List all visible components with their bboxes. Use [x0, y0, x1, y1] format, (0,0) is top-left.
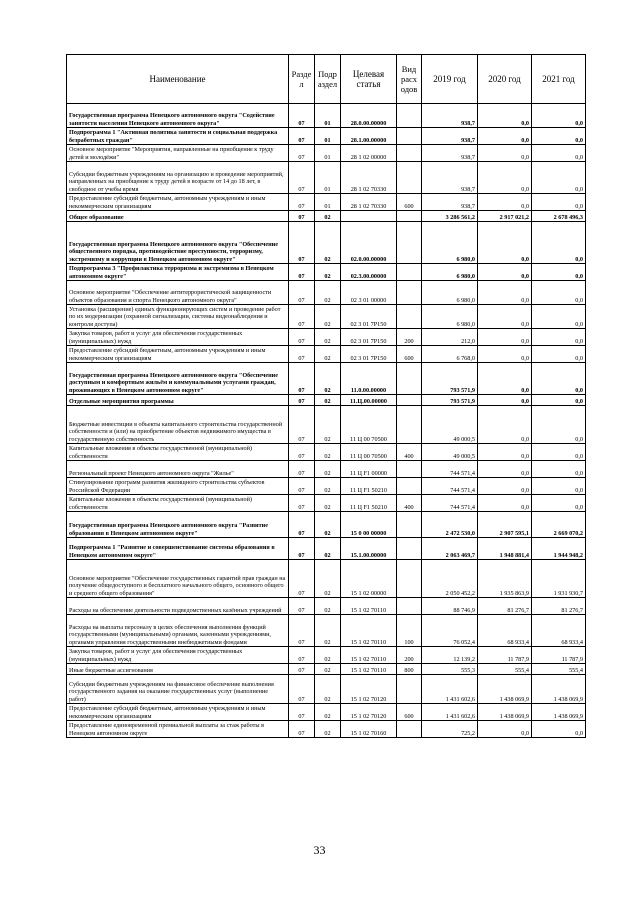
table-row [67, 162, 586, 194]
row-value-2019: 1 431 602,6 [422, 675, 478, 704]
table-row [67, 478, 586, 495]
row-value-2021: 0,0 [532, 264, 586, 281]
row-value-2019: 76 052,4 [422, 615, 478, 647]
row-value-2021: 0,0 [532, 128, 586, 145]
row-target-article: 15 1 02 70110 [341, 664, 397, 675]
table-row [67, 721, 586, 738]
row-podrazdel: 02 [315, 363, 341, 395]
row-value-2021: 0,0 [532, 281, 586, 305]
row-razdel: 07 [289, 598, 315, 615]
row-value-2021: 81 276,7 [532, 598, 586, 615]
row-podrazdel: 02 [315, 395, 341, 406]
row-expense-type [397, 478, 422, 495]
row-razdel: 07 [289, 615, 315, 647]
row-podrazdel: 02 [315, 560, 341, 598]
row-podrazdel: 02 [315, 647, 341, 664]
row-value-2020: 0,0 [478, 222, 532, 264]
table-header-row [67, 55, 586, 104]
row-value-2019: 938,7 [422, 162, 478, 194]
row-target-article: 02 3 01 7P150 [341, 305, 397, 329]
row-value-2019: 6 980,0 [422, 281, 478, 305]
row-value-2020: 0,0 [478, 395, 532, 406]
row-value-2021: 0,0 [532, 363, 586, 395]
row-podrazdel: 02 [315, 211, 341, 222]
table-row [67, 704, 586, 721]
row-value-2019: 938,7 [422, 104, 478, 128]
row-name: Государственная программа Ненецкого автономного округа "Обеспечение доступным и комфортным жильём и коммунальными услугами граждан, проживающих в Ненецком автономном округе" [67, 363, 289, 395]
row-value-2020: 0,0 [478, 346, 532, 363]
row-value-2020: 1 438 069,9 [478, 704, 532, 721]
row-name: Капитальные вложения в объекты государственной (муниципальной) собственности [67, 444, 289, 461]
row-podrazdel: 02 [315, 222, 341, 264]
row-value-2020: 81 276,7 [478, 598, 532, 615]
row-target-article: 02 3 01 7P150 [341, 329, 397, 346]
table-row [67, 675, 586, 704]
row-podrazdel: 02 [315, 615, 341, 647]
table-row [67, 664, 586, 675]
row-target-article: 02 3 01 00000 [341, 281, 397, 305]
row-target-article: 28 1 02 00000 [341, 145, 397, 162]
row-razdel: 07 [289, 281, 315, 305]
row-value-2019: 212,0 [422, 329, 478, 346]
table-row [67, 281, 586, 305]
row-razdel: 07 [289, 647, 315, 664]
row-expense-type [397, 675, 422, 704]
row-expense-type [397, 305, 422, 329]
row-value-2019: 2 472 530,0 [422, 512, 478, 538]
row-expense-type [397, 363, 422, 395]
row-value-2021: 0,0 [532, 478, 586, 495]
row-name: Государственная программа Ненецкого автономного округа "Обеспечение общественного порядка, противодействие преступности, терроризму, экстремизму и коррупции в Ненецком автономном округе" [67, 222, 289, 264]
row-expense-type: 600 [397, 194, 422, 211]
row-razdel: 07 [289, 329, 315, 346]
row-value-2020: 68 933,4 [478, 615, 532, 647]
table-row [67, 406, 586, 444]
row-name: Закупка товаров, работ и услуг для обеспечения государственных (муниципальных) нужд [67, 647, 289, 664]
row-expense-type [397, 512, 422, 538]
row-name: Предоставление субсидий бюджетным, автономным учреждениям и иным некоммерческим организациям [67, 704, 289, 721]
row-podrazdel: 02 [315, 461, 341, 478]
row-name: Капитальные вложения в объекты государственной (муниципальной) собственности [67, 495, 289, 512]
row-name: Субсидии бюджетным учреждениям на организацию и проведение мероприятий, направленных на приобщение к труду детей в возрасте от 14 до 18 лет, в свободное от учебы время [67, 162, 289, 194]
row-expense-type [397, 395, 422, 406]
row-target-article: 11 Ц F1 00000 [341, 461, 397, 478]
row-expense-type [397, 281, 422, 305]
row-expense-type [397, 721, 422, 738]
row-value-2020: 0,0 [478, 281, 532, 305]
row-name: Иные бюджетные ассигнования [67, 664, 289, 675]
row-podrazdel: 01 [315, 128, 341, 145]
row-razdel: 07 [289, 704, 315, 721]
row-podrazdel: 02 [315, 281, 341, 305]
row-value-2021: 0,0 [532, 194, 586, 211]
row-target-article: 11.0.00.00000 [341, 363, 397, 395]
row-value-2019: 3 286 561,2 [422, 211, 478, 222]
table-row [67, 512, 586, 538]
row-expense-type: 200 [397, 329, 422, 346]
row-expense-type [397, 598, 422, 615]
table-row [67, 222, 586, 264]
row-target-article: 15 1 02 70110 [341, 647, 397, 664]
row-value-2021: 2 669 070,2 [532, 512, 586, 538]
row-name: Государственная программа Ненецкого автономного округа "Содействие занятости населения Ненецкого автономного округа" [67, 104, 289, 128]
row-podrazdel: 02 [315, 264, 341, 281]
row-expense-type: 200 [397, 647, 422, 664]
table-row [67, 495, 586, 512]
row-razdel: 07 [289, 305, 315, 329]
row-razdel: 07 [289, 406, 315, 444]
table-row [67, 145, 586, 162]
row-value-2019: 88 746,9 [422, 598, 478, 615]
row-value-2021: 0,0 [532, 406, 586, 444]
row-razdel: 07 [289, 222, 315, 264]
table-row [67, 647, 586, 664]
row-name: Расходы на выплаты персоналу в целях обеспечения выполнения функций государственными (муниципальными) органами, казенными учреждениями, органами управления государственными внебюджетными фондами [67, 615, 289, 647]
row-target-article: 11 Ц F1 50210 [341, 495, 397, 512]
row-razdel: 07 [289, 495, 315, 512]
table-row [67, 395, 586, 406]
row-value-2020: 0,0 [478, 495, 532, 512]
row-target-article: 15 1 02 70110 [341, 615, 397, 647]
row-target-article [341, 211, 397, 222]
row-value-2019: 725,2 [422, 721, 478, 738]
row-value-2021: 0,0 [532, 305, 586, 329]
row-name: Основное мероприятие "Мероприятия, направленные на приобщение к труду детей и молодёжи" [67, 145, 289, 162]
row-podrazdel: 02 [315, 598, 341, 615]
row-value-2019: 2 063 469,7 [422, 538, 478, 560]
row-razdel: 07 [289, 145, 315, 162]
row-podrazdel: 02 [315, 329, 341, 346]
row-value-2021: 11 787,9 [532, 647, 586, 664]
row-name: Закупка товаров, работ и услуг для обеспечения государственных (муниципальных) нужд [67, 329, 289, 346]
row-name: Региональный проект Ненецкого автономного округа "Жилье" [67, 461, 289, 478]
budget-table [66, 54, 586, 738]
row-podrazdel: 02 [315, 538, 341, 560]
row-name: Стимулирование программ развития жилищного строительства субъектов Российской Федерации [67, 478, 289, 495]
row-name: Установка (расширение) единых функционирующих систем и проведение работ по их модернизации (охранной сигнализации, системы видеонаблюдения и контроля доступа) [67, 305, 289, 329]
header-podrazdel: Подр аздел [315, 55, 341, 104]
row-value-2019: 744 571,4 [422, 495, 478, 512]
row-name: Подпрограмма 1 "Развитие и совершенствование системы образования в Ненецком автономном округе" [67, 538, 289, 560]
row-value-2021: 0,0 [532, 721, 586, 738]
row-expense-type [397, 538, 422, 560]
row-name: Предоставление единовременной премиальной выплаты за стаж работы в Ненецком автономном округе [67, 721, 289, 738]
row-razdel: 07 [289, 478, 315, 495]
row-razdel: 07 [289, 664, 315, 675]
row-target-article: 02.3.00.00000 [341, 264, 397, 281]
budget-table-page [66, 54, 585, 738]
row-podrazdel: 01 [315, 145, 341, 162]
row-value-2019: 1 431 602,6 [422, 704, 478, 721]
row-razdel: 07 [289, 721, 315, 738]
row-razdel: 07 [289, 444, 315, 461]
row-podrazdel: 02 [315, 305, 341, 329]
row-razdel: 07 [289, 560, 315, 598]
row-razdel: 07 [289, 461, 315, 478]
row-expense-type: 600 [397, 704, 422, 721]
row-expense-type [397, 128, 422, 145]
row-value-2020: 0,0 [478, 305, 532, 329]
row-razdel: 07 [289, 128, 315, 145]
row-podrazdel: 02 [315, 478, 341, 495]
row-value-2019: 6 980,0 [422, 264, 478, 281]
row-value-2021: 0,0 [532, 444, 586, 461]
row-razdel: 07 [289, 363, 315, 395]
row-value-2020: 1 948 881,4 [478, 538, 532, 560]
row-expense-type [397, 104, 422, 128]
header-name: Наименование [67, 55, 289, 104]
row-value-2020: 555,4 [478, 664, 532, 675]
row-razdel: 07 [289, 264, 315, 281]
page-number: 33 [313, 843, 326, 857]
row-value-2020: 0,0 [478, 194, 532, 211]
row-value-2021: 68 933,4 [532, 615, 586, 647]
row-podrazdel: 02 [315, 704, 341, 721]
header-year-2020: 2020 год [478, 55, 532, 104]
row-target-article: 15 1 02 70120 [341, 704, 397, 721]
row-expense-type [397, 461, 422, 478]
row-target-article: 15 1 02 70110 [341, 598, 397, 615]
table-row [67, 538, 586, 560]
row-expense-type: 800 [397, 664, 422, 675]
row-value-2019: 744 571,4 [422, 478, 478, 495]
row-value-2021: 0,0 [532, 162, 586, 194]
row-value-2021: 1 438 069,9 [532, 675, 586, 704]
row-value-2019: 6 768,0 [422, 346, 478, 363]
row-podrazdel: 01 [315, 162, 341, 194]
row-value-2020: 1 438 069,9 [478, 675, 532, 704]
row-value-2020: 11 787,9 [478, 647, 532, 664]
row-expense-type [397, 560, 422, 598]
row-value-2021: 2 678 496,3 [532, 211, 586, 222]
row-value-2019: 793 571,9 [422, 363, 478, 395]
row-razdel: 07 [289, 104, 315, 128]
row-value-2019: 938,7 [422, 145, 478, 162]
row-value-2020: 0,0 [478, 145, 532, 162]
table-row [67, 264, 586, 281]
table-row [67, 211, 586, 222]
row-value-2019: 49 000,5 [422, 406, 478, 444]
row-value-2021: 0,0 [532, 495, 586, 512]
row-expense-type: 400 [397, 495, 422, 512]
row-target-article: 28 1 02 70330 [341, 162, 397, 194]
row-podrazdel: 01 [315, 104, 341, 128]
table-row [67, 560, 586, 598]
row-expense-type: 400 [397, 444, 422, 461]
row-name: Основное мероприятие "Обеспечение государственных гарантий прав граждан на получение общедоступного и бесплатного начального общего, основного общего и среднего общего образования" [67, 560, 289, 598]
row-value-2019: 6 980,0 [422, 305, 478, 329]
table-row [67, 363, 586, 395]
row-name: Бюджетные инвестиции в объекты капитального строительства государственной собственности и (или) на приобретение объектов недвижимого имущества в государственную собственность [67, 406, 289, 444]
row-value-2021: 555,4 [532, 664, 586, 675]
row-value-2019: 2 050 452,2 [422, 560, 478, 598]
row-value-2019: 744 571,4 [422, 461, 478, 478]
row-podrazdel: 02 [315, 495, 341, 512]
row-value-2020: 0,0 [478, 461, 532, 478]
row-name: Общее образование [67, 211, 289, 222]
row-value-2021: 1 944 948,2 [532, 538, 586, 560]
header-year-2021: 2021 год [532, 55, 586, 104]
row-value-2020: 0,0 [478, 329, 532, 346]
row-name: Предоставление субсидий бюджетным, автономным учреждениям и иным некоммерческим организациям [67, 194, 289, 211]
row-razdel: 07 [289, 346, 315, 363]
row-podrazdel: 02 [315, 346, 341, 363]
row-expense-type: 600 [397, 346, 422, 363]
table-row [67, 598, 586, 615]
row-value-2020: 0,0 [478, 721, 532, 738]
row-value-2021: 0,0 [532, 145, 586, 162]
row-expense-type [397, 162, 422, 194]
row-target-article: 02.0.00.00000 [341, 222, 397, 264]
row-target-article: 15 1 02 70120 [341, 675, 397, 704]
row-target-article: 28.1.00.00000 [341, 128, 397, 145]
row-podrazdel: 02 [315, 444, 341, 461]
row-razdel: 07 [289, 194, 315, 211]
header-year-2019: 2019 год [422, 55, 478, 104]
row-value-2020: 0,0 [478, 128, 532, 145]
row-name: Расходы на обеспечение деятельности подведомственных казённых учреждений [67, 598, 289, 615]
row-value-2021: 0,0 [532, 395, 586, 406]
row-value-2019: 6 980,0 [422, 222, 478, 264]
row-value-2020: 2 907 595,1 [478, 512, 532, 538]
row-name: Подпрограмма 1 "Активная политика занятости и социальная поддержка безработных граждан" [67, 128, 289, 145]
row-value-2021: 0,0 [532, 329, 586, 346]
row-value-2019: 793 571,9 [422, 395, 478, 406]
row-name: Основное мероприятие "Обеспечение антитеррористической защищенности объектов образования и спорта Ненецкого автономного округа" [67, 281, 289, 305]
row-target-article: 28.0.00.00000 [341, 104, 397, 128]
row-razdel: 07 [289, 162, 315, 194]
row-podrazdel: 02 [315, 406, 341, 444]
table-row [67, 194, 586, 211]
row-value-2021: 1 931 930,7 [532, 560, 586, 598]
row-value-2019: 555,3 [422, 664, 478, 675]
row-value-2020: 0,0 [478, 363, 532, 395]
row-value-2021: 0,0 [532, 461, 586, 478]
row-value-2020: 0,0 [478, 162, 532, 194]
row-target-article: 11 Ц 00 70500 [341, 444, 397, 461]
row-podrazdel: 02 [315, 721, 341, 738]
row-razdel: 07 [289, 538, 315, 560]
row-expense-type [397, 211, 422, 222]
row-value-2020: 0,0 [478, 406, 532, 444]
row-value-2020: 0,0 [478, 478, 532, 495]
header-target-article: Целевая статья [341, 55, 397, 104]
row-name: Подпрограмма 3 "Профилактика терроризма и экстремизма в Ненецком автономном округе" [67, 264, 289, 281]
row-value-2019: 49 000,5 [422, 444, 478, 461]
row-value-2019: 938,7 [422, 194, 478, 211]
row-value-2020: 0,0 [478, 444, 532, 461]
table-row [67, 104, 586, 128]
row-podrazdel: 01 [315, 194, 341, 211]
row-target-article: 15 0 00 00000 [341, 512, 397, 538]
row-value-2021: 0,0 [532, 222, 586, 264]
row-value-2021: 1 438 069,9 [532, 704, 586, 721]
table-row [67, 346, 586, 363]
table-row [67, 444, 586, 461]
row-expense-type [397, 264, 422, 281]
row-target-article: 15 1 02 70160 [341, 721, 397, 738]
row-razdel: 07 [289, 211, 315, 222]
row-target-article: 11 Ц 00 70500 [341, 406, 397, 444]
header-expense-type: Вид расх одов [397, 55, 422, 104]
row-value-2021: 0,0 [532, 346, 586, 363]
row-name: Предоставление субсидий бюджетным, автономным учреждениям и иным некоммерческим организациям [67, 346, 289, 363]
row-value-2020: 0,0 [478, 104, 532, 128]
row-target-article: 28 1 02 70330 [341, 194, 397, 211]
row-podrazdel: 02 [315, 675, 341, 704]
row-razdel: 07 [289, 675, 315, 704]
row-value-2020: 0,0 [478, 264, 532, 281]
table-row [67, 329, 586, 346]
header-razdel: Разде л [289, 55, 315, 104]
row-name: Государственная программа Ненецкого автономного округа "Развитие образования в Ненецком автономном округе" [67, 512, 289, 538]
row-target-article: 15.1.00.00000 [341, 538, 397, 560]
row-razdel: 07 [289, 395, 315, 406]
row-name: Субсидии бюджетным учреждениям на финансовое обеспечение выполнения государственного задания на оказание государственных услуг (выполнение работ) [67, 675, 289, 704]
row-value-2019: 12 139,2 [422, 647, 478, 664]
table-row [67, 461, 586, 478]
row-value-2020: 2 917 021,2 [478, 211, 532, 222]
row-expense-type [397, 406, 422, 444]
row-podrazdel: 02 [315, 512, 341, 538]
row-razdel: 07 [289, 512, 315, 538]
row-target-article: 15 1 02 00000 [341, 560, 397, 598]
row-target-article: 11.Ц.00.00000 [341, 395, 397, 406]
row-podrazdel: 02 [315, 664, 341, 675]
row-target-article: 02 3 01 7P150 [341, 346, 397, 363]
row-value-2021: 0,0 [532, 104, 586, 128]
table-row [67, 128, 586, 145]
row-value-2019: 938,7 [422, 128, 478, 145]
row-expense-type [397, 145, 422, 162]
row-name: Отдельные мероприятия программы [67, 395, 289, 406]
table-body [67, 104, 586, 738]
row-expense-type: 100 [397, 615, 422, 647]
table-row [67, 615, 586, 647]
row-expense-type [397, 222, 422, 264]
row-value-2020: 1 935 863,9 [478, 560, 532, 598]
table-row [67, 305, 586, 329]
row-target-article: 11 Ц F1 50210 [341, 478, 397, 495]
